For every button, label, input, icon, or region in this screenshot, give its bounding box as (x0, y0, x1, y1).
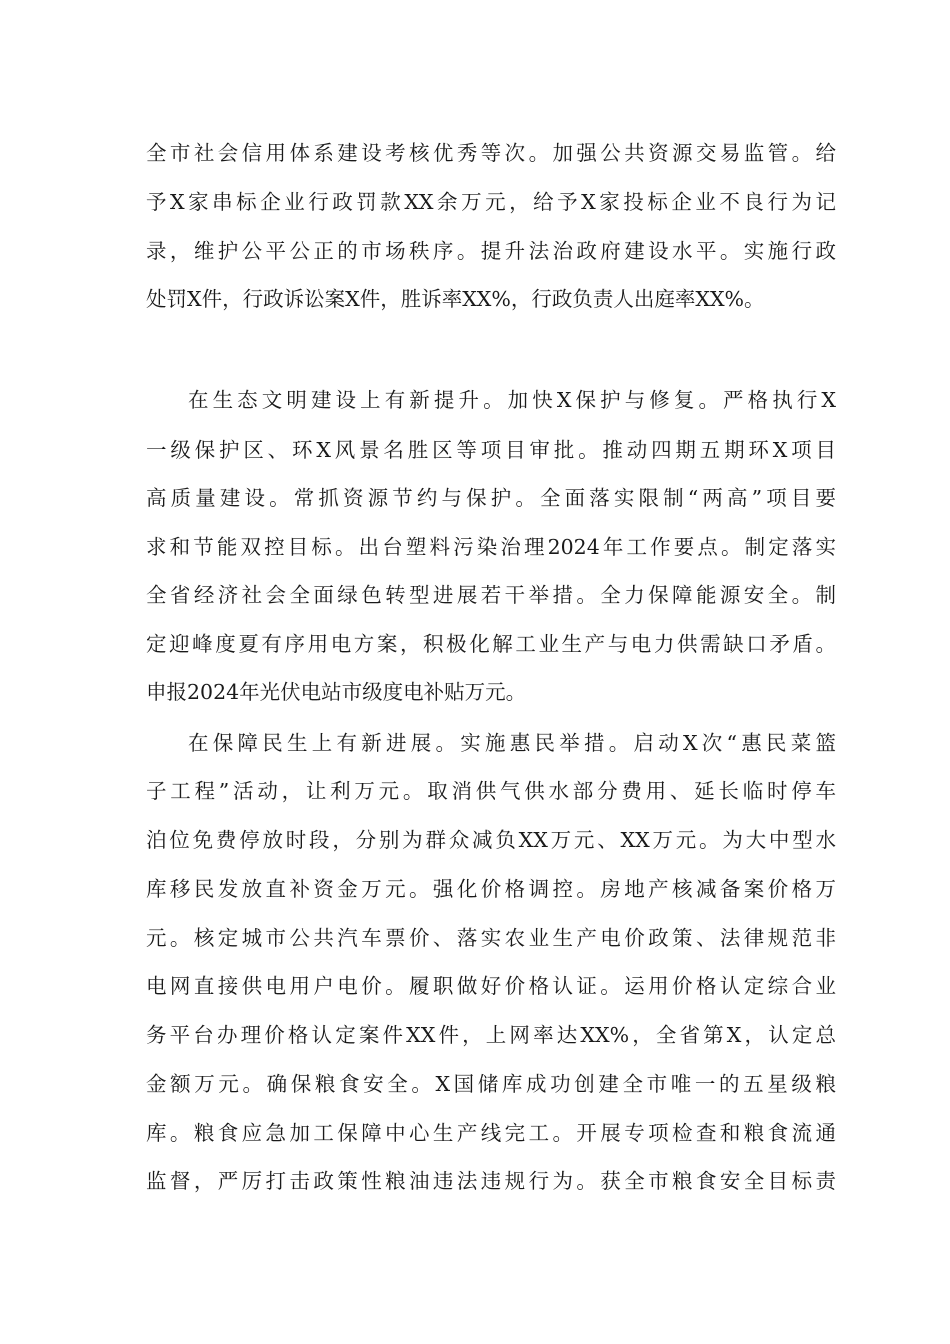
paragraph-2-line-6: 定迎峰度夏有序用电方案，积极化解工业生产与电力供需缺口矛盾。 (146, 632, 836, 656)
paragraph-2-line-5: 全省经济社会全面绿色转型进展若干举措。全力保障能源安全。制 (146, 583, 836, 607)
paragraph-1-line-1: 全市社会信用体系建设考核优秀等次。加强公共资源交易监管。给 (146, 141, 836, 165)
paragraph-3-line-9: 库。粮食应急加工保障中心生产线完工。开展专项检查和粮食流通 (146, 1121, 836, 1145)
paragraph-2-line-1: 在生态文明建设上有新提升。加快X保护与修复。严格执行X (188, 388, 836, 412)
paragraph-3-line-10: 监督，严厉打击政策性粮油违法违规行为。获全市粮食安全目标责 (146, 1169, 836, 1193)
paragraph-2-line-3: 高质量建设。常抓资源节约与保护。全面落实限制“两高”项目要 (146, 486, 836, 510)
paragraph-3-line-8: 金额万元。确保粮食安全。X国储库成功创建全市唯一的五星级粮 (146, 1072, 836, 1096)
paragraph-3-line-1: 在保障民生上有新进展。实施惠民举措。启动X次“惠民菜篮 (188, 731, 836, 755)
paragraph-2-line-7: 申报2024年光伏电站市级度电补贴万元。 (146, 680, 527, 704)
paragraph-3-line-4: 库移民发放直补资金万元。强化价格调控。房地产核减备案价格万 (146, 877, 836, 901)
paragraph-3-line-3: 泊位免费停放时段，分别为群众减负XX万元、XX万元。为大中型水 (146, 828, 836, 852)
paragraph-3-line-6: 电网直接供电用户电价。履职做好价格认证。运用价格认定综合业 (146, 974, 836, 998)
paragraph-1-line-3: 录，维护公平公正的市场秩序。提升法治政府建设水平。实施行政 (146, 239, 836, 263)
paragraph-3-line-7: 务平台办理价格认定案件XX件，上网率达XX%，全省第X，认定总 (146, 1023, 836, 1047)
paragraph-2-line-2: 一级保护区、环X风景名胜区等项目审批。推动四期五期环X项目 (146, 438, 836, 462)
paragraph-2-line-4: 求和节能双控目标。出台塑料污染治理2024年工作要点。制定落实 (146, 535, 836, 559)
paragraph-3-line-2: 子工程”活动，让利万元。取消供气供水部分费用、延长临时停车 (146, 779, 836, 803)
paragraph-3-line-5: 元。核定城市公共汽车票价、落实农业生产电价政策、法律规范非 (146, 926, 836, 950)
paragraph-1-line-4: 处罚X件，行政诉讼案X件，胜诉率XX%，行政负责人出庭率XX%。 (146, 287, 765, 311)
paragraph-1-line-2: 予X家串标企业行政罚款XX余万元，给予X家投标企业不良行为记 (146, 190, 836, 214)
